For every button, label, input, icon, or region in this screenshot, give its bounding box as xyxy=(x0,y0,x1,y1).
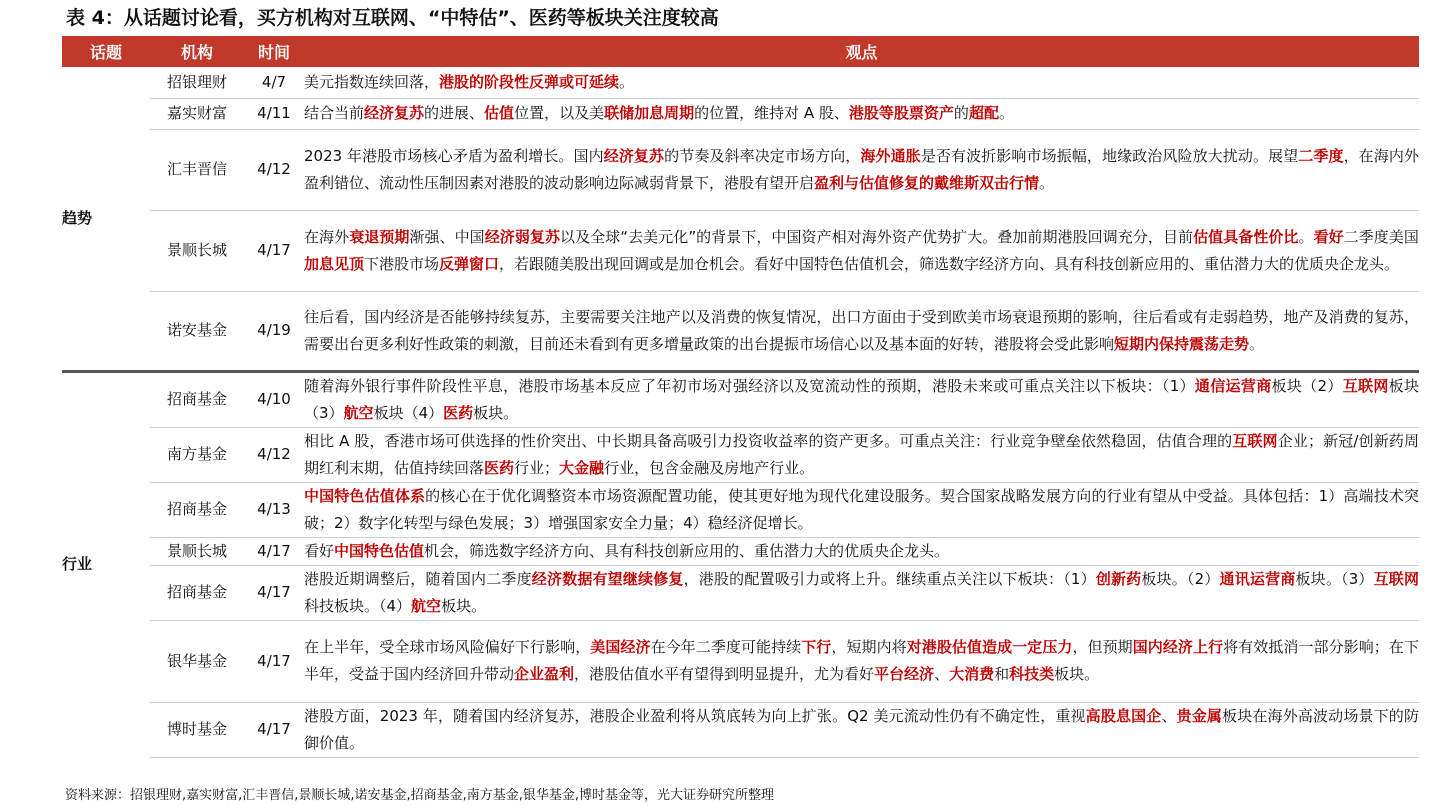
header-topic: 话题 xyxy=(62,36,150,67)
view-text: 是否有波折影响市场振幅，地缘政治风险放大扰动。展望 xyxy=(920,146,1299,165)
view-text: ，港股的配置吸引力或将上升。继续重点关注以下板块：（1） xyxy=(683,569,1096,588)
highlight-text: 医药 xyxy=(443,403,474,422)
view-text: 看好 xyxy=(304,541,335,560)
date-cell: 4/11 xyxy=(244,98,304,129)
institution-cell: 诺安基金 xyxy=(150,291,244,371)
institution-cell: 景顺长城 xyxy=(150,210,244,291)
highlight-text: 通讯运营商 xyxy=(1219,569,1296,588)
table-row xyxy=(62,620,1419,702)
view-text: 板块。（2） xyxy=(1141,569,1220,588)
view-text: 下港股市场 xyxy=(364,254,440,273)
institution-cell: 景顺长城 xyxy=(150,537,244,565)
date-cell: 4/17 xyxy=(244,537,304,565)
highlight-text: 海外通胀 xyxy=(860,146,921,165)
highlight-text: 加息见顶 xyxy=(304,254,365,273)
highlight-text: 经济数据有望继续修复 xyxy=(531,569,684,588)
view-cell xyxy=(304,67,1419,98)
highlight-text: 航空 xyxy=(343,403,374,422)
date-cell: 4/19 xyxy=(244,291,304,371)
view-cell xyxy=(304,129,1419,210)
institution-cell: 银华基金 xyxy=(150,620,244,702)
highlight-text: 中国特色估值 xyxy=(334,541,425,560)
highlight-text: 超配 xyxy=(968,104,999,122)
table-row xyxy=(62,537,1419,565)
highlight-text: 下行 xyxy=(801,638,832,656)
highlight-text: 反弹窗口 xyxy=(439,254,500,273)
institution-cell: 招商基金 xyxy=(150,565,244,620)
highlight-text: 港股等股票资产 xyxy=(848,104,954,122)
view-text: 。 xyxy=(1039,173,1055,192)
highlight-text: 盈利与估值修复的戴维斯双击行情 xyxy=(814,173,1040,192)
header-view: 观点 xyxy=(304,36,1419,67)
table-row xyxy=(62,702,1419,757)
highlight-text: 创新药 xyxy=(1095,569,1142,588)
table-title: 表 4：从话题讨论看，买方机构对互联网、“中特估”、医药等板块关注度较高 xyxy=(66,7,719,29)
view-text: 企业；新冠/创新药周期红利末期，估值持续回落 xyxy=(304,431,1419,477)
table-row xyxy=(62,98,1419,129)
view-cell xyxy=(304,702,1419,757)
table-body xyxy=(62,67,1419,757)
view-text: 的 xyxy=(953,104,969,122)
view-text: 将有效抵消一部分影响；在下半年，受益于国内经济回升带动 xyxy=(304,638,1419,683)
view-text: 和 xyxy=(994,665,1010,683)
view-text: 板块。 xyxy=(1054,665,1100,683)
view-text: 板块。 xyxy=(473,403,519,422)
view-text: 。 xyxy=(1249,334,1265,353)
highlight-text: 互联网 xyxy=(1232,431,1278,450)
view-cell xyxy=(304,98,1419,129)
view-text: ，短期内将 xyxy=(831,638,907,656)
institution-cell: 博时基金 xyxy=(150,702,244,757)
view-text: 位置，以及美 xyxy=(514,104,605,122)
date-cell: 4/17 xyxy=(244,210,304,291)
highlight-text: 大金融 xyxy=(559,458,605,477)
view-cell xyxy=(304,210,1419,291)
highlight-text: 估值 xyxy=(484,104,515,122)
highlight-text: 科技类 xyxy=(1009,665,1055,683)
views-table xyxy=(62,36,1419,758)
view-text: ，港股估值水平有望得到明显提升，尤为看好 xyxy=(574,665,875,683)
highlight-text: 二季度 xyxy=(1298,146,1344,165)
highlight-text: 中国特色估值体系 xyxy=(304,486,426,505)
source-note: 资料来源：招银理财,嘉实财富,汇丰晋信,景顺长城,诺安基金,招商基金,南方基金,银华基金,博时基金等，光大证券研究所整理 xyxy=(65,788,775,803)
view-text: 、 xyxy=(1161,706,1177,725)
date-cell: 4/10 xyxy=(244,371,304,427)
institution-cell: 南方基金 xyxy=(150,427,244,482)
topic-industry: 行业 xyxy=(62,371,150,757)
view-text: 在海外 xyxy=(304,227,350,246)
view-text: 结合当前 xyxy=(304,104,365,122)
table-row xyxy=(62,371,1419,427)
view-cell xyxy=(304,565,1419,620)
highlight-text: 互联网 xyxy=(1373,569,1419,588)
institution-cell: 招商基金 xyxy=(150,371,244,427)
view-text: 。 xyxy=(998,104,1014,122)
view-text: 2023 年港股市场核心矛盾为盈利增长。国内 xyxy=(304,146,604,165)
highlight-text: 对港股估值造成一定压力 xyxy=(906,638,1073,656)
highlight-text: 经济复苏 xyxy=(603,146,665,165)
highlight-text: 看好 xyxy=(1313,227,1344,246)
highlight-text: 港股的阶段性反弹或可延续 xyxy=(439,72,620,91)
highlight-text: 经济复苏 xyxy=(364,104,425,122)
highlight-text: 衰退预期 xyxy=(349,227,410,246)
view-text: 的核心在于优化调整资本市场资源配置功能，使其更好地为现代化建设服务。契合国家战略发展方向的行业有望从中受益。具体包括：1）高端技术突破；2）数字化转型与绿色发展；3）增强国家安全力量；4）稳经济促增长。 xyxy=(304,486,1419,532)
view-text: 板块（3） xyxy=(304,376,1419,422)
highlight-text: 大消费 xyxy=(949,665,995,683)
view-text: ，但预期 xyxy=(1072,638,1133,656)
view-text: 美元指数连续回落， xyxy=(304,72,440,91)
view-text: 相比 A 股，香港市场可供选择的性价突出、中长期具备高吸引力投资收益率的资产更多。可重点关注：行业竞争壁垒依然稳固，估值合理的 xyxy=(304,431,1233,450)
highlight-text: 国内经济上行 xyxy=(1132,638,1224,656)
view-text: 板块（2） xyxy=(1271,376,1343,395)
table-header-row xyxy=(62,36,1419,67)
table-row xyxy=(62,565,1419,620)
view-text: 渐强、中国 xyxy=(409,227,485,246)
view-text: 行业，包含金融及房地产行业。 xyxy=(604,458,815,477)
table-row xyxy=(62,129,1419,210)
highlight-text: 高股息国企 xyxy=(1085,706,1162,725)
header-time: 时间 xyxy=(244,36,304,67)
date-cell: 4/13 xyxy=(244,482,304,537)
view-text: ，在海内外盈利错位、流动性压制因素对港股的波动影响边际减弱背景下，港股有望开启 xyxy=(304,146,1419,192)
table-row xyxy=(62,210,1419,291)
view-text: ，若跟随美股出现回调或是加仓机会。看好中国特色估值机会，筛选数字经济方向、具有科技创新应用的、重估潜力大的优质央企龙头。 xyxy=(499,254,1400,273)
view-text: 的进展、 xyxy=(424,104,485,122)
table-row xyxy=(62,67,1419,98)
view-cell xyxy=(304,482,1419,537)
highlight-text: 互联网 xyxy=(1342,376,1389,395)
view-text: 行业； xyxy=(514,458,560,477)
view-cell xyxy=(304,371,1419,427)
highlight-text: 平台经济 xyxy=(874,665,935,683)
view-text: 往后看，国内经济是否能够持续复苏，主要需要关注地产以及消费的恢复情况，出口方面由于受到欧美市场衰退预期的影响，往后看或有走弱趋势，地产及消费的复苏，需要出台更多利好性政策的刺激，目前还未看到有更多增量政策的出台提振市场信心以及基本面的好转，港股将会受此影响 xyxy=(304,307,1419,353)
view-text: 在上半年，受全球市场风险偏好下行影响， xyxy=(304,638,591,656)
view-cell xyxy=(304,427,1419,482)
view-text: 板块（4） xyxy=(373,403,444,422)
highlight-text: 估值具备性价比 xyxy=(1193,227,1299,246)
date-cell: 4/12 xyxy=(244,129,304,210)
date-cell: 4/17 xyxy=(244,702,304,757)
institution-cell: 招商基金 xyxy=(150,482,244,537)
view-text: 以及全球“去美元化”的背景下，中国资产相对海外资产优势扩大。叠加前期港股回调充分，目前 xyxy=(560,227,1194,246)
institution-cell: 汇丰晋信 xyxy=(150,129,244,210)
highlight-text: 企业盈利 xyxy=(514,665,575,683)
highlight-text: 航空 xyxy=(411,596,442,615)
view-cell xyxy=(304,620,1419,702)
view-text: 的节奏及斜率决定市场方向， xyxy=(664,146,861,165)
table-row xyxy=(62,427,1419,482)
table-row xyxy=(62,291,1419,371)
highlight-text: 美国经济 xyxy=(590,638,651,656)
view-text: 港股方面，2023 年，随着国内经济复苏，港股企业盈利将从筑底转为向上扩张。Q2 美元流动性仍有不确定性，重视 xyxy=(304,706,1086,725)
highlight-text: 短期内保持震荡走势 xyxy=(1114,334,1250,353)
date-cell: 4/17 xyxy=(244,565,304,620)
view-text: 港股近期调整后，随着国内二季度 xyxy=(304,569,532,588)
view-text: 科技板块。（4） xyxy=(304,596,412,615)
view-text: 机会，筛选数字经济方向、具有科技创新应用的、重估潜力大的优质央企龙头。 xyxy=(424,541,950,560)
view-text: 。 xyxy=(619,72,635,91)
highlight-text: 贵金属 xyxy=(1176,706,1223,725)
view-text: 随着海外银行事件阶段性平息，港股市场基本反应了年初市场对强经济以及宽流动性的预期，港股未来或可重点关注以下板块：（1） xyxy=(304,376,1195,395)
highlight-text: 经济弱复苏 xyxy=(484,227,561,246)
header-institution: 机构 xyxy=(150,36,244,67)
institution-cell: 嘉实财富 xyxy=(150,98,244,129)
date-cell: 4/17 xyxy=(244,620,304,702)
highlight-text: 通信运营商 xyxy=(1194,376,1272,395)
topic-trend: 趋势 xyxy=(62,208,93,227)
view-text: 。 xyxy=(1298,227,1314,246)
view-text: 在今年二季度可能持续 xyxy=(650,638,802,656)
table-row xyxy=(62,482,1419,537)
date-cell: 4/12 xyxy=(244,427,304,482)
view-text: 、 xyxy=(934,665,950,683)
view-text: 板块在海外高波动场景下的防御价值。 xyxy=(304,706,1419,752)
view-cell xyxy=(304,291,1419,371)
view-text: 板块。 xyxy=(441,596,487,615)
highlight-text: 联储加息周期 xyxy=(604,104,695,122)
view-text: 板块。（3） xyxy=(1295,569,1374,588)
institution-cell: 招银理财 xyxy=(150,67,244,98)
view-cell xyxy=(304,537,1419,565)
view-text: 二季度美国 xyxy=(1343,227,1419,246)
view-text: 的位置，维持对 A 股、 xyxy=(694,104,849,122)
date-cell: 4/7 xyxy=(244,67,304,98)
highlight-text: 医药 xyxy=(484,458,515,477)
